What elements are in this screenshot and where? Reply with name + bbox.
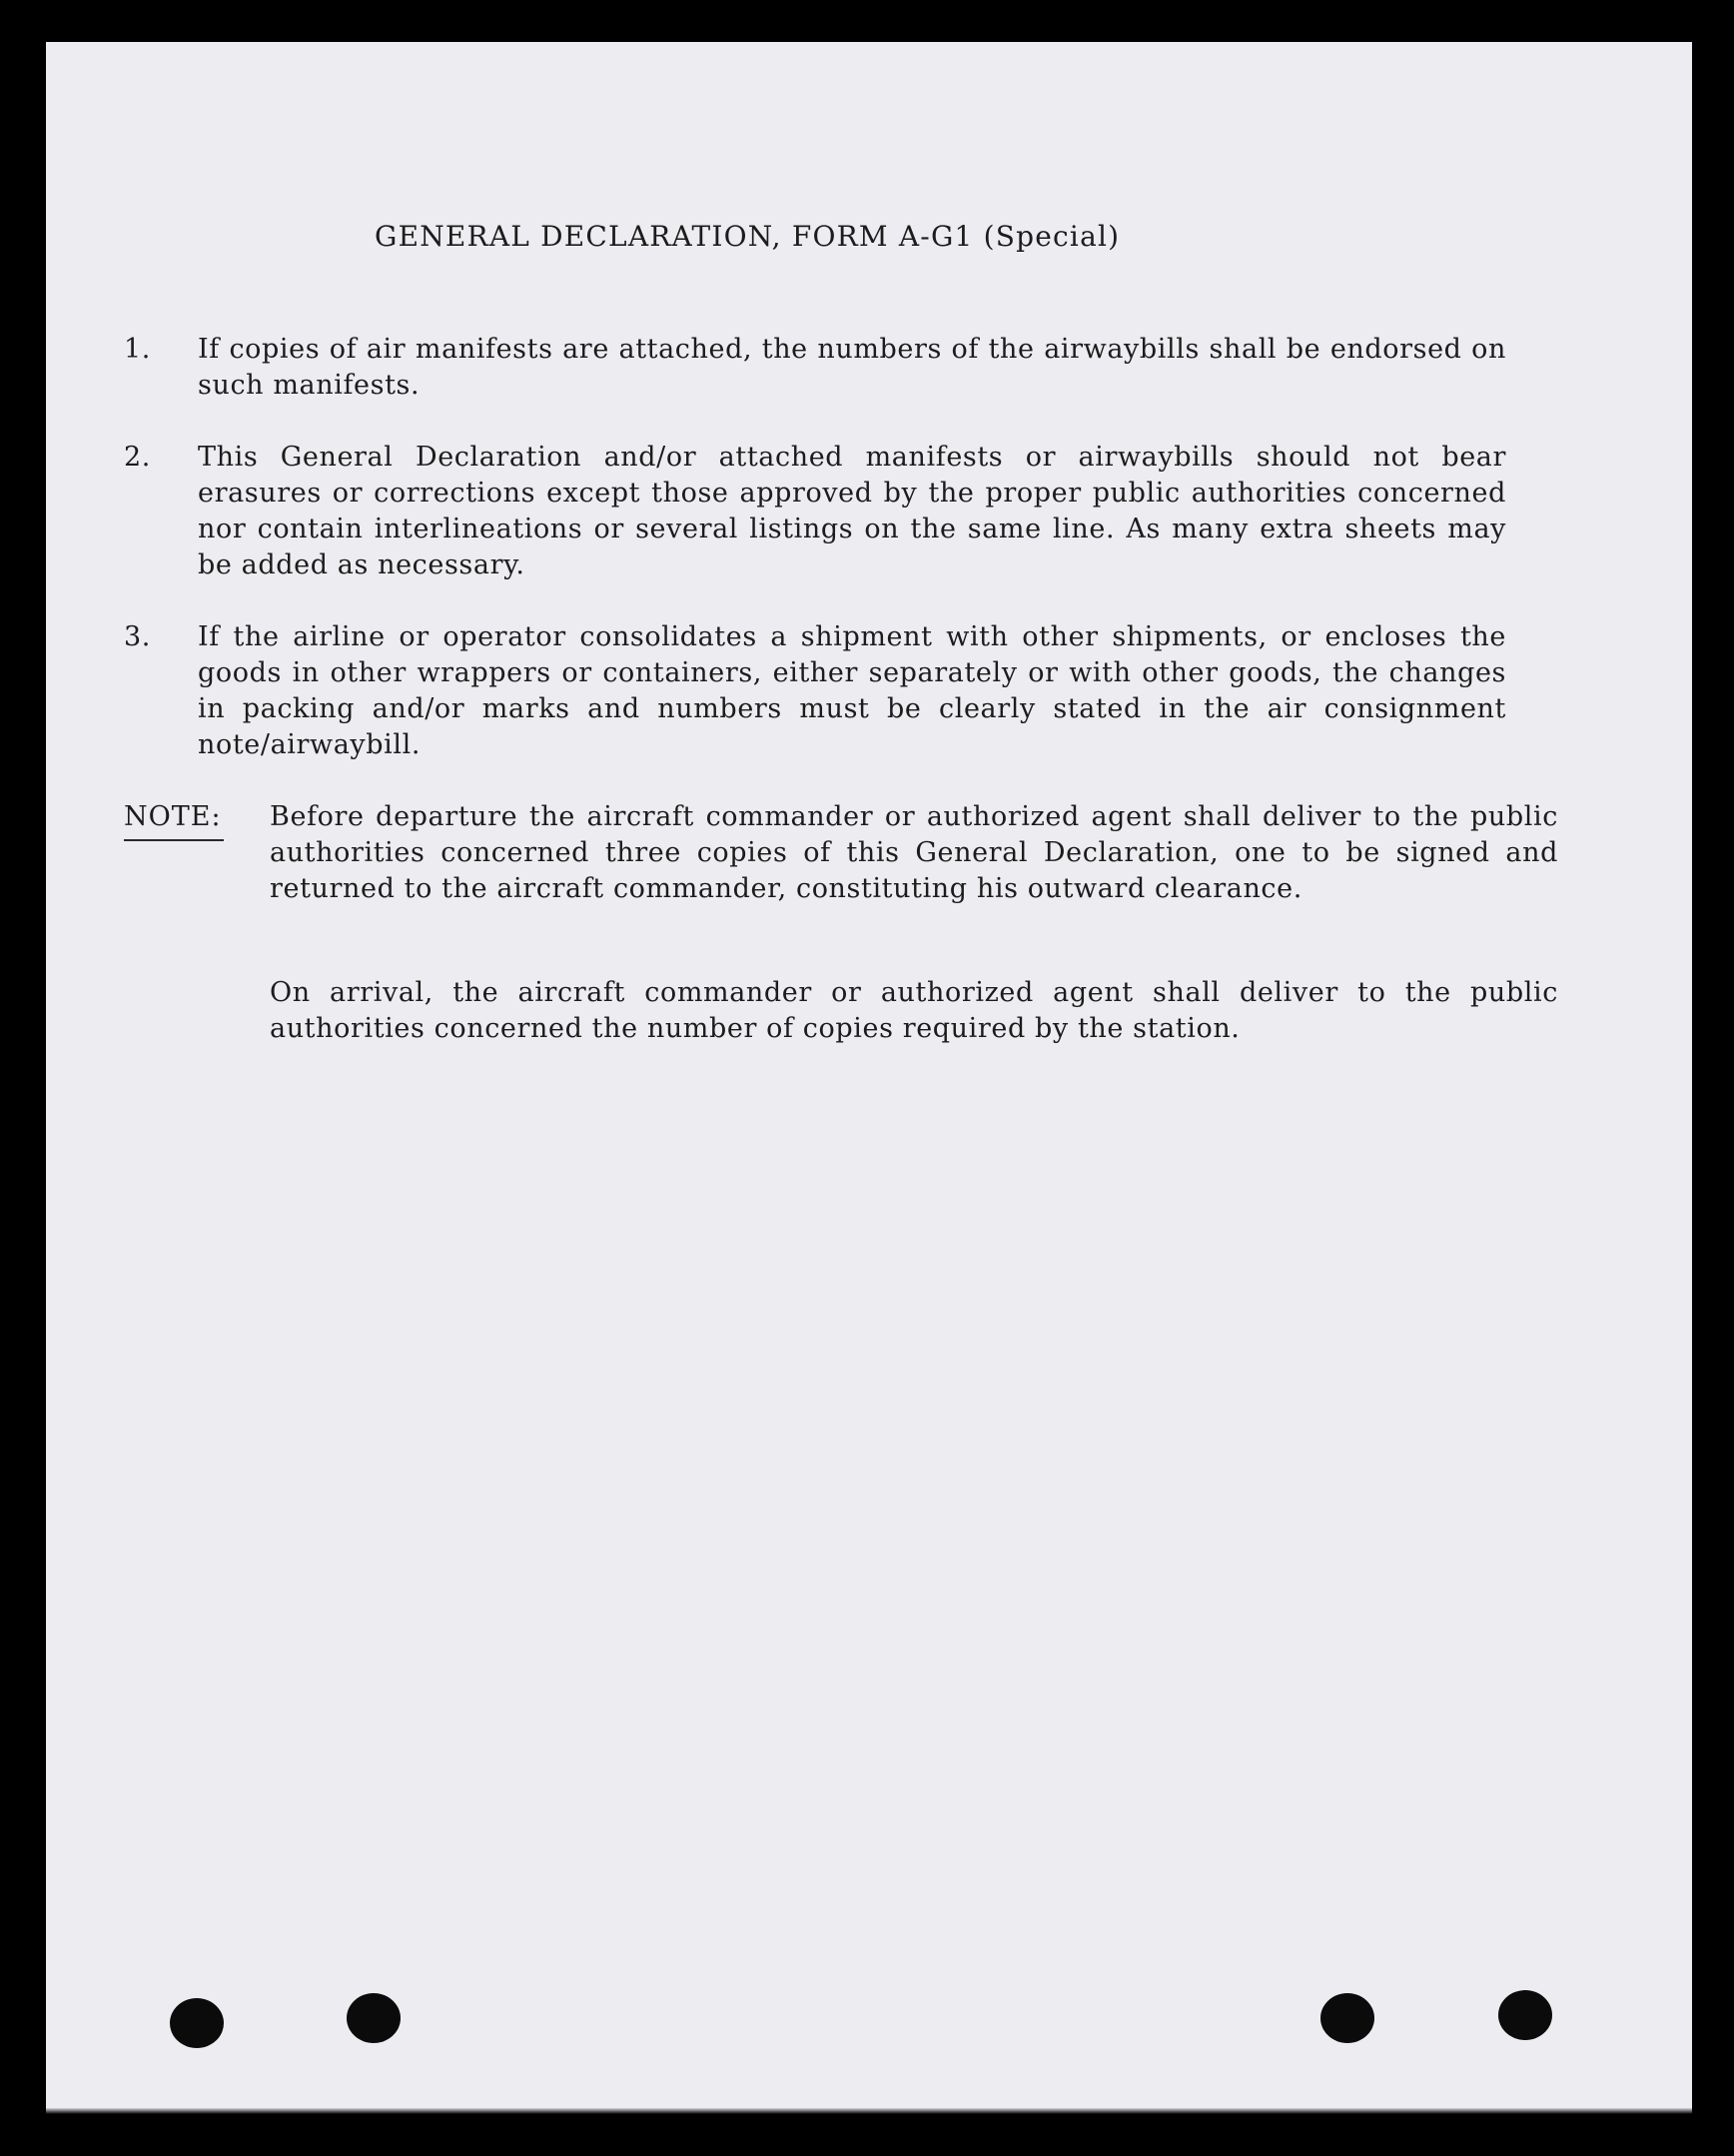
note-label: NOTE: xyxy=(124,801,222,832)
item-text: If copies of air manifests are attached, the numbers of the airwaybills shall be endorsed on such manifests. xyxy=(198,334,1506,401)
list-item xyxy=(124,332,1582,404)
scan-edge xyxy=(46,2108,1692,2114)
punch-hole xyxy=(1498,1990,1552,2040)
punch-hole xyxy=(347,1993,401,2043)
item-text: If the airline or operator consolidates a shipment with other shipments, or encloses the goods in other wrappers or containers, either separately or with other goods, the changes in packing and/or marks and numbers must be clearly stated in the air consignment note/airwaybill. xyxy=(198,621,1506,760)
list-item xyxy=(124,619,1582,763)
punch-hole xyxy=(1320,1993,1374,2043)
item-number: 1. xyxy=(124,334,151,365)
list-item xyxy=(124,440,1582,583)
note-underline xyxy=(124,839,224,841)
note-paragraph: On arrival, the aircraft commander or authorized agent shall deliver to the public authorities concerned the number of copies required by the station. xyxy=(270,977,1558,1044)
item-number: 3. xyxy=(124,621,151,652)
item-number: 2. xyxy=(124,442,151,473)
note-paragraph: Before departure the aircraft commander or authorized agent shall deliver to the public authorities concerned three copies of this General Declaration, one to be signed and returned to the aircraft commander, constituting his outward clearance. xyxy=(270,801,1558,904)
punch-hole xyxy=(170,1998,224,2048)
item-text: This General Declaration and/or attached manifests or airwaybills should not bear erasures or corrections except those approved by the proper public authorities concerned nor contain interlineations or several listings on the same line. As many extra sheets may be added as necessary. xyxy=(198,442,1506,580)
document-title: GENERAL DECLARATION, FORM A-G1 (Special) xyxy=(375,220,1121,253)
